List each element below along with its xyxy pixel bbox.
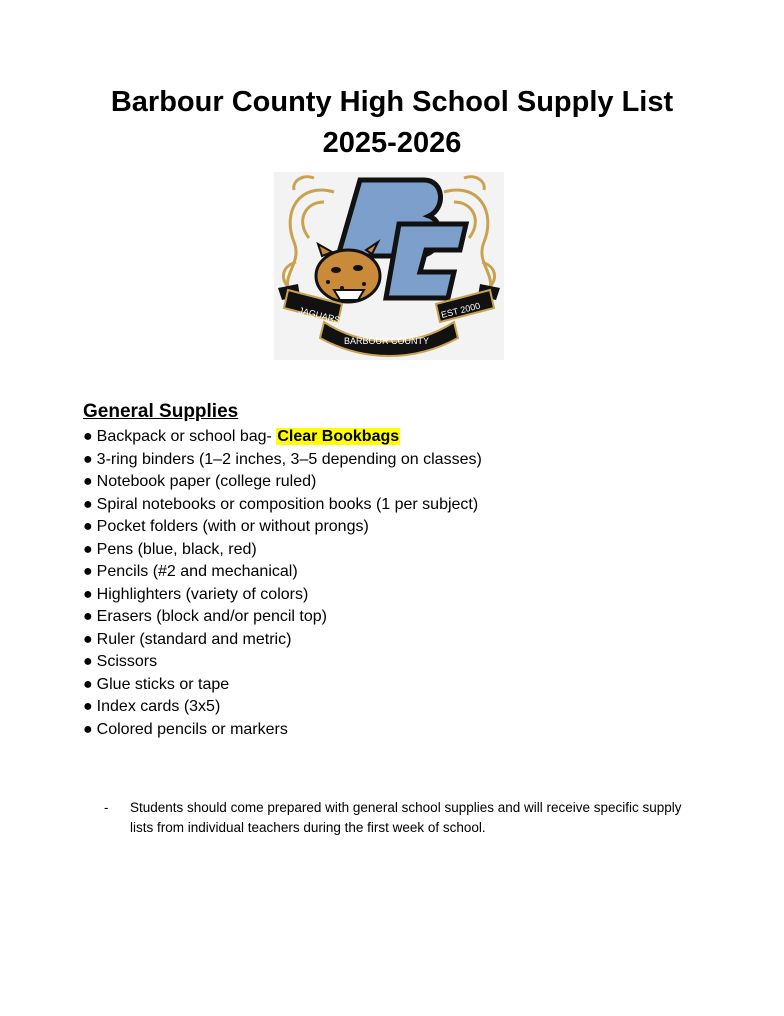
note-text: Students should come prepared with general school supplies and will receive specific supply lists from individual teachers during the first week of school. bbox=[130, 800, 682, 835]
list-item bbox=[83, 426, 482, 449]
item-text: Glue sticks or tape bbox=[96, 675, 230, 693]
banner-bottom bbox=[320, 322, 458, 356]
bullet-icon: ● bbox=[83, 585, 93, 603]
bullet-icon: ● bbox=[83, 698, 93, 715]
item-text: Highlighters (variety of colors) bbox=[96, 585, 309, 603]
bullet-icon: ● bbox=[83, 473, 93, 490]
bullet-icon: ● bbox=[83, 630, 93, 648]
list-item bbox=[83, 584, 482, 607]
bullet-icon: ● bbox=[83, 495, 93, 513]
note-marker: - bbox=[104, 800, 109, 815]
list-item bbox=[83, 471, 482, 494]
item-text: Spiral notebooks or composition books (1 per subject) bbox=[96, 495, 479, 513]
list-item bbox=[83, 539, 482, 562]
list-item bbox=[83, 494, 482, 517]
bullet-icon: ● bbox=[83, 653, 93, 670]
banner-est-text: EST 2000 bbox=[440, 300, 482, 320]
supply-note bbox=[104, 798, 704, 838]
general-supplies-heading: General Supplies bbox=[83, 401, 239, 422]
list-item bbox=[83, 651, 482, 674]
highlighted-text: Clear Bookbags bbox=[277, 428, 400, 445]
list-item bbox=[83, 629, 482, 652]
document-year: 2025-2026 bbox=[322, 127, 462, 159]
bullet-icon: ● bbox=[83, 540, 93, 558]
list-item bbox=[83, 516, 482, 539]
list-item bbox=[83, 561, 482, 584]
banner-jaguars-text: JAGUARS bbox=[297, 305, 342, 326]
item-text: Colored pencils or markers bbox=[96, 720, 288, 738]
logo-letter-c bbox=[386, 224, 466, 298]
bullet-icon: ● bbox=[83, 720, 93, 738]
item-text: Erasers (block and/or pencil top) bbox=[96, 608, 327, 625]
list-item bbox=[83, 719, 482, 742]
school-logo bbox=[274, 172, 504, 360]
item-text: Backpack or school bag- bbox=[96, 428, 272, 445]
item-text: Index cards (3x5) bbox=[96, 698, 221, 715]
jaguar-icon bbox=[316, 242, 380, 302]
bullet-icon: ● bbox=[83, 518, 93, 535]
item-text: Pens (blue, black, red) bbox=[96, 540, 257, 558]
bullet-icon: ● bbox=[83, 608, 93, 625]
bullet-icon: ● bbox=[83, 450, 93, 468]
item-text: Notebook paper (college ruled) bbox=[96, 473, 317, 490]
item-text: Ruler (standard and metric) bbox=[96, 630, 292, 648]
item-text: 3-ring binders (1–2 inches, 3–5 depending on classes) bbox=[96, 450, 482, 468]
item-text: Pencils (#2 and mechanical) bbox=[96, 563, 298, 580]
list-item bbox=[83, 606, 482, 629]
list-item bbox=[83, 449, 482, 472]
item-text: Pocket folders (with or without prongs) bbox=[96, 518, 369, 535]
bullet-icon: ● bbox=[83, 563, 93, 580]
list-item bbox=[83, 674, 482, 697]
bullet-icon: ● bbox=[83, 428, 93, 445]
list-item bbox=[83, 696, 482, 719]
banner-barbour-text: BARBOUR COUNTY bbox=[344, 336, 430, 346]
bullet-icon: ● bbox=[83, 675, 93, 693]
document-title: Barbour County High School Supply List bbox=[110, 86, 674, 118]
supply-list bbox=[83, 426, 482, 741]
item-text: Scissors bbox=[96, 653, 158, 670]
